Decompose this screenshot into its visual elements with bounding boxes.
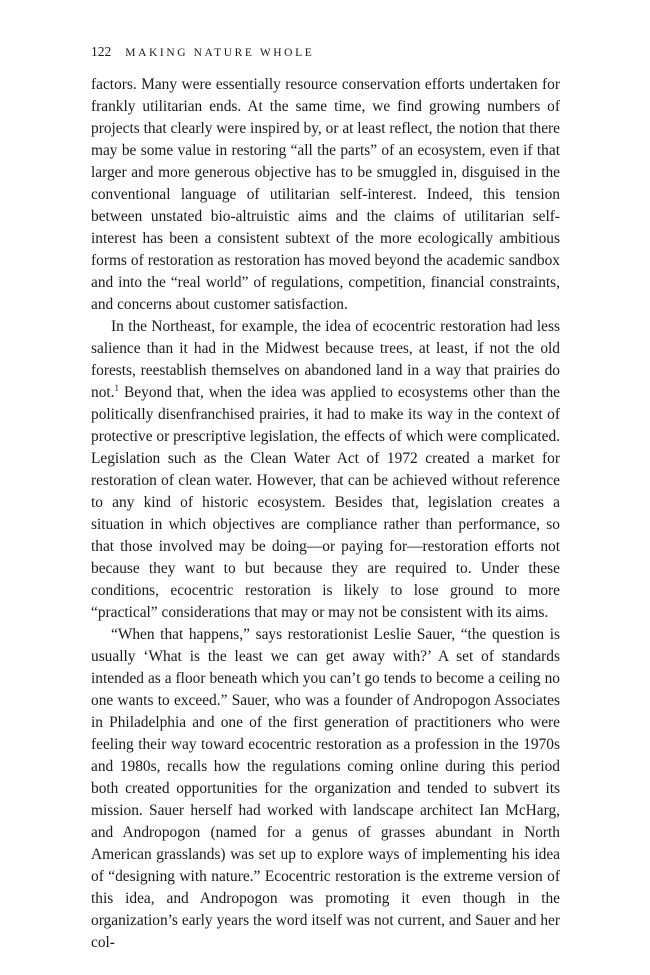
paragraph-text: In the Northeast, for example, the idea of ecocentric restoration had less salience than it had in the Midwest because trees, at least, if not the old forests, reestablish themselves on abandoned land in a way that prairies do not. — [91, 318, 560, 401]
paragraph-text: Beyond that, when the idea was applied to ecosystems other than the politically disenfranchised prairies, it had to make its way in the context of protective or prescriptive legislation, the effects of which were complicated. Legislation such as the Clean Water Act of 1972 created a market for restoration of clean water. However, that can be achieved without reference to any kind of historic ecosystem. Besides that, legislation creates a situation in which objectives are compliance rather than performance, so that those involved may be doing—or paying for—restoration efforts not because they want to but because they are required to. Under these conditions, ecocentric restoration is likely to lose ground to more “practical” considerations that may or may not be consistent with its aims. — [91, 384, 560, 621]
footnote-reference: 1 — [114, 382, 120, 393]
running-head — [91, 44, 560, 64]
book-page — [91, 44, 560, 954]
body-text — [91, 74, 560, 954]
page-number: 122 — [91, 44, 112, 59]
paragraph-continued: factors. Many were essentially resource conservation efforts undertaken for frankly utilitarian ends. At the same time, we find growing numbers of projects that clearly were inspired by, or at least reflect, the notion that there may be some value in restoring “all the parts” of an ecosystem, even if that larger and more generous objective has to be smuggled in, disguised in the conventional language of utilitarian self-interest. Indeed, this tension between unstated bio-altruistic aims and the claims of utilitarian self-interest has been a consistent subtext of the more ecologically ambitious forms of restoration as restoration has moved beyond the academic sandbox and into the “real world” of regulations, competition, financial constraints, and concerns about customer satisfaction. — [91, 76, 560, 313]
paragraph-sauer-quote: “When that happens,” says restorationist Leslie Sauer, “the question is usually ‘What is the least we can get away with?’ A set of standards intended as a floor beneath which you can’t go tends to become a ceiling no one wants to exceed.” Sauer, who was a founder of Andropogon Associates in Philadelphia and one of the first generation of practitioners who were feeling their way toward ecocentric restoration as a profession in the 1970s and 1980s, recalls how the regulations coming online during this period both created opportunities for the organization and tended to subvert its mission. Sauer herself had worked with landscape architect Ian McHarg, and Andropogon (named for a genus of grasses abundant in North American grasslands) was set up to explore ways of implementing his idea of “designing with nature.” Ecocentric restoration is the extreme version of this idea, and Andropogon was promoting it even though in the organization’s early years the word itself was not current, and Sauer and her col- — [91, 626, 560, 951]
running-head-title: MAKING NATURE WHOLE — [125, 47, 315, 59]
paragraph-northeast — [91, 316, 560, 624]
